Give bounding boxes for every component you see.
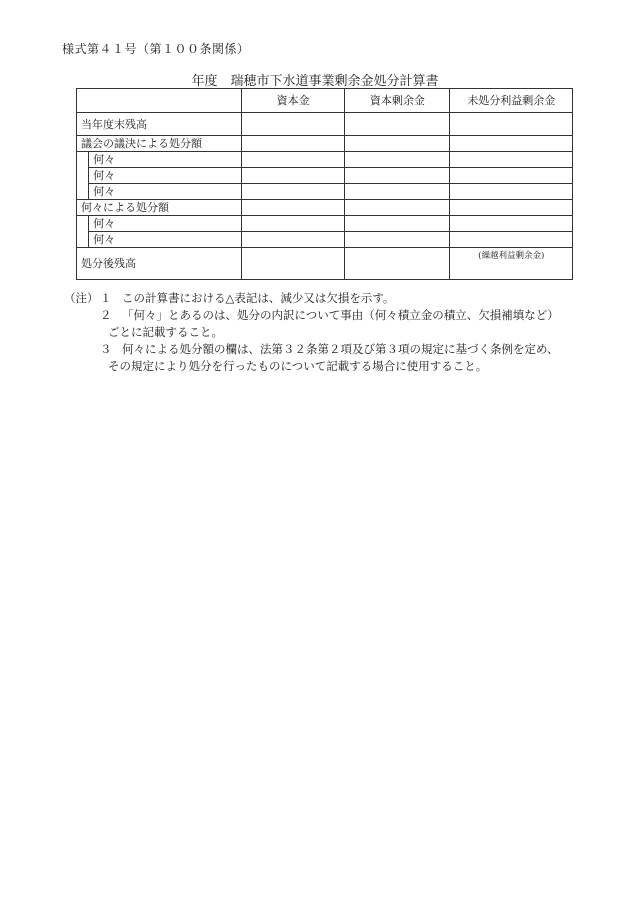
row-label-item: 何々 <box>89 232 242 248</box>
cell <box>241 168 344 184</box>
table-row <box>77 232 573 248</box>
row-label-other-disposal: 何々による処分額 <box>77 200 242 216</box>
table-row <box>77 216 573 232</box>
note-text: この計算書における△表記は、減少又は欠損を示す。 <box>122 291 395 305</box>
table-row <box>77 152 573 168</box>
note-number: ２ <box>100 308 112 322</box>
cell <box>450 232 573 248</box>
note-text: 「何々」とあるのは、処分の内訳について事由（何々積立金の積立、欠損補填など） <box>122 308 559 322</box>
note-continuation: その規定により処分を行ったものについて記載する場合に使用すること。 <box>108 359 488 373</box>
header-blank-cell <box>77 89 242 113</box>
cell <box>345 113 450 136</box>
document-title: 年度 瑞穂市下水道事業剰余金処分計算書 <box>191 74 439 89</box>
retained-earnings-note: (繰越利益剰余金) <box>478 251 545 261</box>
notes-section <box>64 290 592 375</box>
cell <box>345 136 450 152</box>
table-row <box>77 113 573 136</box>
note-number: ３ <box>100 342 112 356</box>
cell <box>345 152 450 168</box>
cell-retained-earnings <box>450 248 573 280</box>
cell <box>345 216 450 232</box>
row-label-council-disposal: 議会の議決による処分額 <box>77 136 242 152</box>
cell <box>345 200 450 216</box>
column-header-unappropriated-surplus: 未処分利益剰余金 <box>450 89 573 113</box>
note-continuation: ごとに記載すること。 <box>108 325 223 339</box>
table-row <box>77 248 573 280</box>
cell <box>241 184 344 200</box>
cell <box>241 248 344 280</box>
cell <box>450 184 573 200</box>
table-row <box>77 184 573 200</box>
cell <box>450 152 573 168</box>
note-item <box>64 307 592 324</box>
surplus-disposal-table <box>76 88 573 280</box>
row-label-item: 何々 <box>89 184 242 200</box>
form-number: 様式第４１号（第１００条関係） <box>62 42 250 56</box>
note-item <box>64 290 592 307</box>
notes-prefix: （注） <box>64 291 99 305</box>
cell <box>241 152 344 168</box>
cell <box>450 168 573 184</box>
cell <box>241 200 344 216</box>
cell <box>450 200 573 216</box>
note-number: １ <box>100 291 112 305</box>
table-row <box>77 168 573 184</box>
row-label-item: 何々 <box>89 152 242 168</box>
cell <box>345 232 450 248</box>
row-label-item: 何々 <box>89 216 242 232</box>
row-label-opening-balance: 当年度末残高 <box>77 113 242 136</box>
cell <box>345 168 450 184</box>
cell <box>345 184 450 200</box>
cell <box>450 216 573 232</box>
cell <box>241 216 344 232</box>
indent-cell <box>77 152 89 200</box>
column-header-capital-surplus: 資本剰余金 <box>345 89 450 113</box>
cell <box>241 136 344 152</box>
row-label-balance-after: 処分後残高 <box>77 248 242 280</box>
note-text: 何々による処分額の欄は、法第３２条第２項及び第３項の規定に基づく条例を定め、 <box>122 342 559 356</box>
cell <box>450 136 573 152</box>
table-row <box>77 200 573 216</box>
table-row <box>77 136 573 152</box>
column-header-capital: 資本金 <box>241 89 344 113</box>
cell <box>241 232 344 248</box>
cell <box>345 248 450 280</box>
note-item <box>64 341 592 358</box>
cell <box>450 113 573 136</box>
cell <box>241 113 344 136</box>
indent-cell <box>77 216 89 248</box>
table-header-row <box>77 89 573 113</box>
row-label-item: 何々 <box>89 168 242 184</box>
